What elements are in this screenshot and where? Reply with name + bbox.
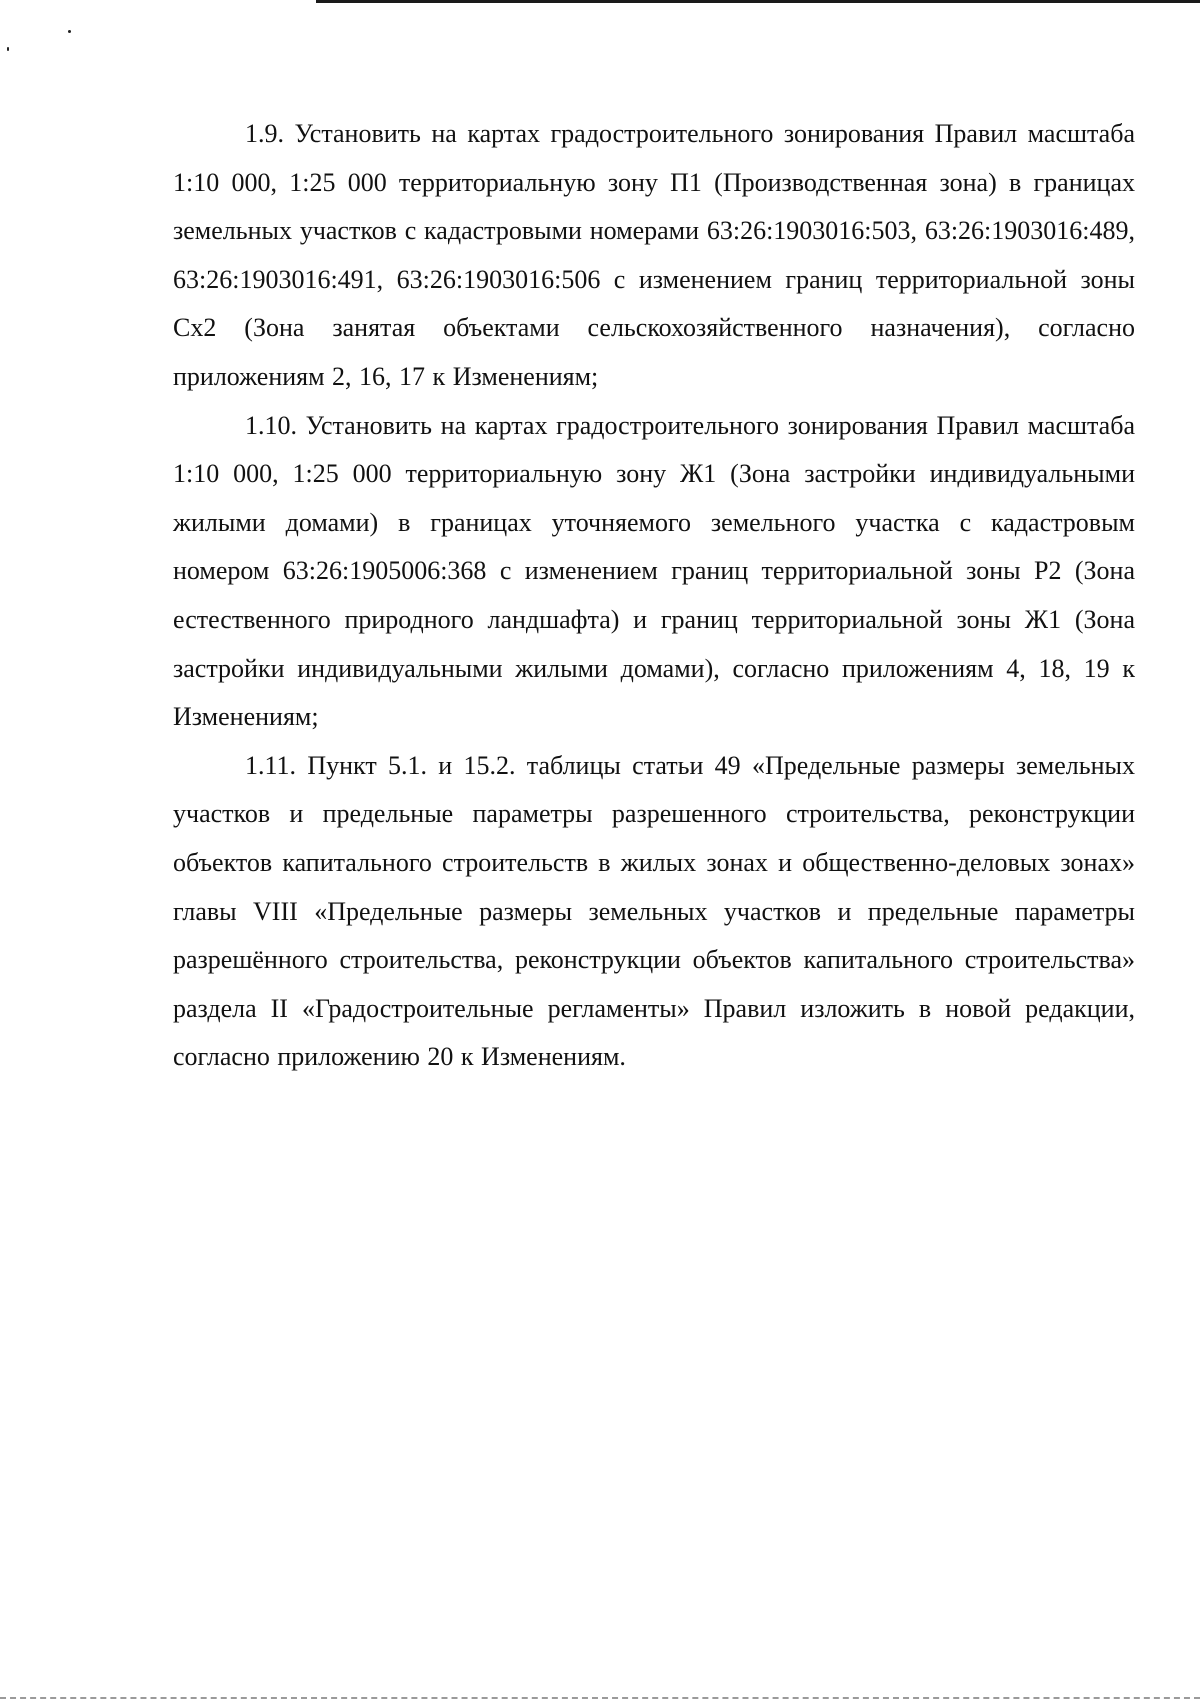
paragraph-1-11: 1.11. Пункт 5.1. и 15.2. таблицы статьи 49 «Предельные размеры земельных участков и предельные параметры разрешенного строительства, реконструкции объектов капитального строительств в жилых зонах и общественно-деловых зонах» главы VIII «Предельные размеры земельных участков и предельные параметры разрешённого строительства, реконструкции объектов капитального строительства» раздела II «Градостроительные регламенты» Правил изложить в новой редакции, согласно приложению 20 к Изменениям. — [173, 750, 1135, 1072]
scan-speck — [68, 30, 71, 33]
document-body — [173, 110, 1135, 1082]
paragraph-1-9: 1.9. Установить на картах градостроительного зонирования Правил масштаба 1:10 000, 1:25 000 территориальную зону П1 (Производственная зона) в границах земельных участков с кадастровыми номерами 63:26:1903016:503, 63:26:1903016:489, 63:26:1903016:491, 63:26:1903016:506 с изменением границ территориальной зоны Сх2 (Зона занятая объектами сельскохозяйственного назначения), согласно приложениям 2, 16, 17 к Изменениям; — [173, 119, 1135, 391]
scan-bottom-edge-line — [0, 1697, 1200, 1699]
paragraph-1-10: 1.10. Установить на картах градостроительного зонирования Правил масштаба 1:10 000, 1:25 000 территориальную зону Ж1 (Зона застройки индивидуальными жилыми домами) в границах уточняемого земельного участка с кадастровым номером 63:26:1905006:368 с изменением границ территориальной зоны Р2 (Зона естественного природного ландшафта) и границ территориальной зоны Ж1 (Зона застройки индивидуальными жилыми домами), согласно приложениям 4, 18, 19 к Изменениям; — [173, 410, 1135, 732]
scan-top-edge-line — [316, 0, 1200, 3]
scan-speck — [7, 47, 9, 51]
